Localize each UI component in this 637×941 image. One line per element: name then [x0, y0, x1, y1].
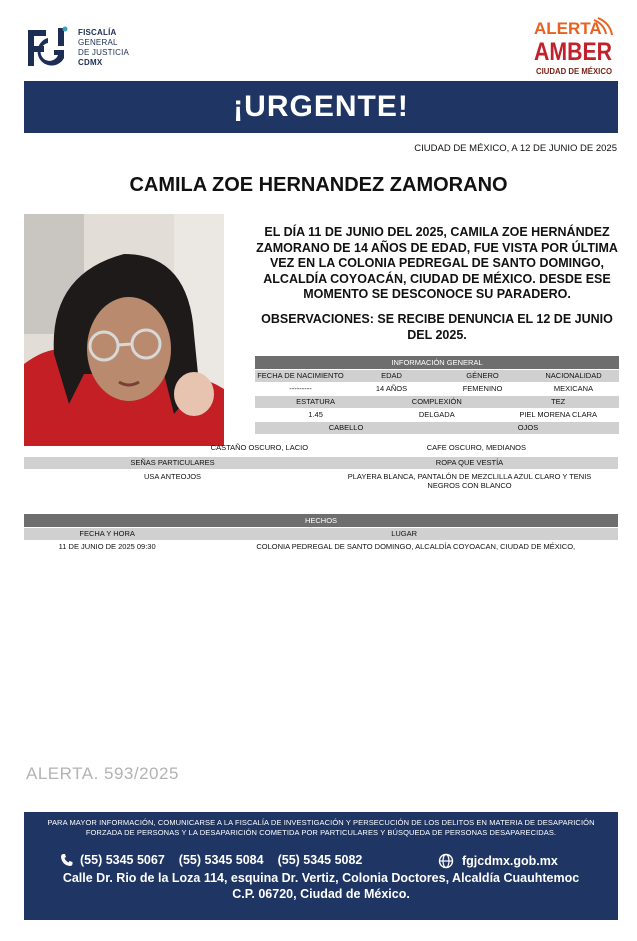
urgent-banner	[24, 81, 618, 133]
header-hair: CABELLO	[328, 423, 364, 432]
amber-word-city: CIUDAD DE MÉXICO	[536, 66, 613, 76]
value-complexion: PIEL MORENA CLARA	[519, 410, 598, 419]
urgent-title: ¡URGENTE!	[233, 90, 409, 123]
value-clothing: PLAYERA BLANCA, PANTALÓN DE MEZCLILLA AZUL CLARO Y TENIS NEGROS CON BLANCO	[347, 472, 592, 490]
globe-icon	[438, 853, 454, 869]
info-row2-values	[255, 408, 619, 422]
header-gender: GÉNERO	[466, 371, 499, 380]
header-place: LUGAR	[391, 529, 418, 538]
header-clothing: ROPA QUE VESTÍA	[435, 458, 504, 467]
value-eyes: CAFE OSCURO, MEDIANOS	[426, 443, 526, 452]
address	[24, 870, 618, 902]
website-link[interactable]: fgjcdmx.gob.mx	[462, 854, 558, 868]
value-nationality: MEXICANA	[553, 384, 594, 393]
fgj-logo	[24, 22, 154, 74]
value-hair: CASTAÑO OSCURO, LACIO	[210, 443, 309, 452]
info-row2-headers	[255, 396, 619, 408]
header-date-time: FECHA Y HORA	[79, 529, 135, 538]
value-birthdate: ---------	[289, 384, 312, 393]
contact-note: PARA MAYOR INFORMACIÓN, COMUNICARSE A LA FISCALÍA DE INVESTIGACIÓN Y PERSECUCIÓN DE LOS DELITOS EN MATERIA DE DESAPARICIÓN FORZADA DE PERSONAS Y LA DESAPARICIÓN COMETIDA POR PARTICULARES Y BÚSQUEDA DE PERSONAS DESAPARECIDAS.	[47, 818, 595, 837]
header-build: COMPLEXIÓN	[411, 397, 462, 406]
phone-number-1[interactable]: (55) 5345 5067	[80, 853, 165, 867]
amber-word-amber: AMBER	[534, 38, 612, 66]
events-table	[24, 514, 618, 554]
missing-person-photo	[24, 214, 224, 446]
general-info-table	[255, 356, 619, 434]
phone-number-2[interactable]: (55) 5345 5084	[178, 853, 264, 867]
missing-person-name: CAMILA ZOE HERNANDEZ ZAMORANO	[129, 174, 508, 196]
value-height: 1.45	[308, 410, 323, 419]
org-line-3: DE JUSTICIA	[78, 48, 130, 57]
org-line-4: CDMX	[78, 58, 103, 67]
info-row1-values	[255, 382, 619, 396]
header-age: EDAD	[381, 371, 402, 380]
fgj-logo-text	[78, 28, 129, 68]
info-row1-headers	[255, 370, 619, 382]
header-complexion: TEZ	[551, 397, 566, 406]
fgj-emblem-icon	[24, 24, 70, 72]
value-place: COLONIA PEDREGAL DE SANTO DOMINGO, ALCALDÍA COYOACAN, CIUDAD DE MÉXICO,	[256, 542, 576, 551]
header-birthdate: FECHA DE NACIMIENTO	[257, 371, 344, 380]
header-distinguishing-marks: SEÑAS PARTICULARES	[130, 458, 215, 467]
value-build: DELGADA	[418, 410, 455, 419]
alert-number: ALERTA. 593/2025	[26, 764, 179, 783]
value-date-time: 11 DE JUNIO DE 2025 09:30	[58, 542, 156, 551]
value-age: 14 AÑOS	[375, 384, 408, 393]
contact-footer	[24, 812, 618, 920]
phone-number-3[interactable]: (55) 5345 5082	[277, 853, 363, 867]
alerta-amber-logo	[532, 16, 616, 78]
org-line-1: FISCALÍA	[78, 28, 117, 37]
header-height: ESTATURA	[296, 397, 336, 406]
org-line-2: GENERAL	[78, 38, 118, 47]
header-eyes: OJOS	[517, 423, 539, 432]
general-info-title: INFORMACIÓN GENERAL	[255, 356, 619, 369]
phone-icon	[60, 853, 74, 867]
events-title: HECHOS	[24, 514, 618, 527]
observations: OBSERVACIONES: SE RECIBE DENUNCIA EL 12 DE JUNIO DEL 2025.	[261, 312, 613, 342]
address-line-1: Calle Dr. Rio de la Loza 114, esquina Dr. Vertiz, Colonia Doctores, Alcaldía Cuauhtemoc	[62, 871, 580, 885]
website	[438, 853, 558, 869]
dateline: CIUDAD DE MÉXICO, A 12 DE JUNIO DE 2025	[414, 143, 617, 154]
phone-list	[60, 853, 362, 867]
value-gender: FEMENINO	[462, 384, 503, 393]
header-nationality: NACIONALIDAD	[545, 371, 602, 380]
info-row3-headers	[255, 422, 619, 434]
value-distinguishing-marks: USA ANTEOJOS	[143, 472, 202, 481]
amber-word-alerta: ALERTA	[534, 19, 602, 38]
address-line-2: C.P. 06720, Ciudad de México.	[232, 887, 410, 901]
info-row3-values	[24, 441, 618, 455]
disappearance-narrative: EL DÍA 11 DE JUNIO DEL 2025, CAMILA ZOE HERNÁNDEZ ZAMORANO DE 14 AÑOS DE EDAD, FUE VISTA POR ÚLTIMA VEZ EN LA COLONIA PEDREGAL DE SANTO DOMINGO, ALCALDÍA COYOACÁN, CIUDAD DE MÉXICO. DESDE ESE MOMENTO SE DESCONOCE SU PARADERO.	[256, 225, 618, 301]
details-table	[24, 457, 618, 490]
